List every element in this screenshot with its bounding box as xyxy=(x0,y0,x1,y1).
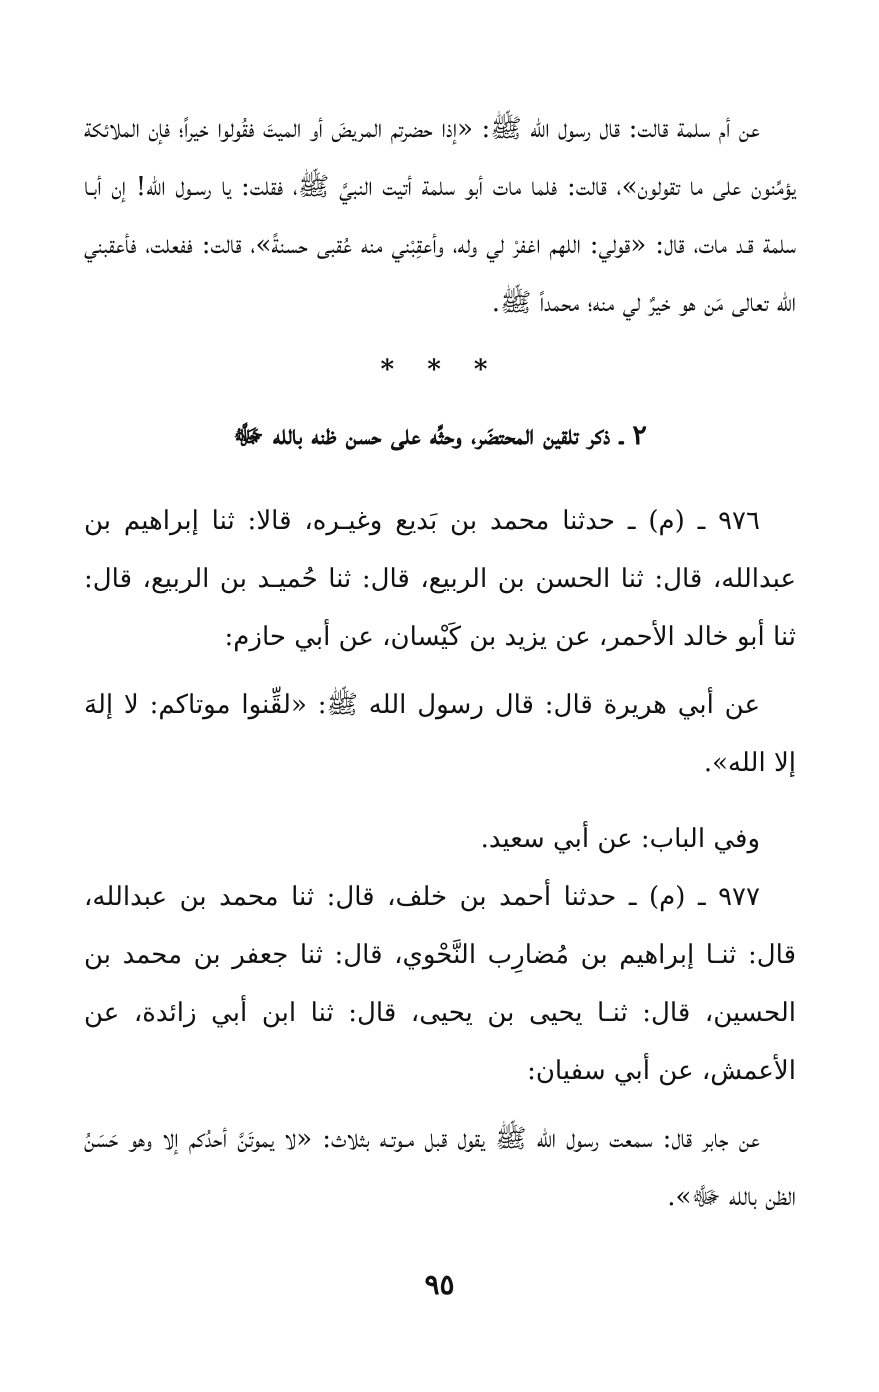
hadith-977-isnad: ٩٧٧ ـ (م) ـ حدثنا أحمد بن خلف، قال: ثنا محمد بن عبدالله، قال: ثنـا إبراهيم بن مُضارِب النَّحْوي، قال: ثنا جعفر بن محمد بن الحسين، قال: ثنـا يحيى بن يحيى، قال: ثنا ابن أبي زائدة، عن الأعمش، عن أبي سفيان: xyxy=(84,882,796,1086)
page-number: ٩٥ xyxy=(424,1268,455,1301)
hadith-976-text: عن أبي هريرة قال: قال رسول الله ﷺ: «لقِّنوا موتاكم: لا إلهَ إلا الله». xyxy=(84,690,796,778)
chapter-note: وفي الباب: عن أبي سعيد. xyxy=(480,824,760,854)
hadith-976-isnad: ٩٧٦ ـ (م) ـ حدثنا محمد بن بَديع وغيـره، قالا: ثنا إبراهيم بن عبدالله، قال: ثنا الحسن بن الربيع، قال: ثنا حُميـد بن الربيع، قال: ثنا أبو خالد الأحمر، عن يزيد بن كَيْسان، عن أبي حازم: xyxy=(84,506,796,652)
hadith-977-text: عن جابر قال: سمعت رسول الله ﷺ يقول قبل مـوتـه بثلاث: «لا يموتَنَّ أحدُكم إلا وهو حَسَنُ الظن بالله ﷻ». xyxy=(84,1124,796,1212)
hadith-text-umm-salama: عن أم سلمة قالت: قال رسول الله ﷺ: «إذا حضرتم المريضَ أو الميتَ فقُولوا خيراً؛ فإن الملائكة يؤمِّنون على ما تقولون»، قالت: فلما مات أبو سلمة أتيت النبيَّ ﷺ، فقلت: يا رسـول الله! إن أبـا سلمة قـد مات، قال: «قولي: اللهم اغفرْ لي وله، وأعقِبْني منه عُقبى حسنةً»، قالت: ففعلت، فأعقبني الله تعالى مَن هو خيرٌ لي منه؛ محمداً ﷺ. xyxy=(84,114,796,318)
section-separator: * * * xyxy=(380,355,500,385)
chapter-heading: ٢ ـ ذكر تلقين المحتضَر، وحثِّه على حسن ظنه بالله ﷻ xyxy=(233,420,647,451)
book-page xyxy=(84,100,796,1330)
